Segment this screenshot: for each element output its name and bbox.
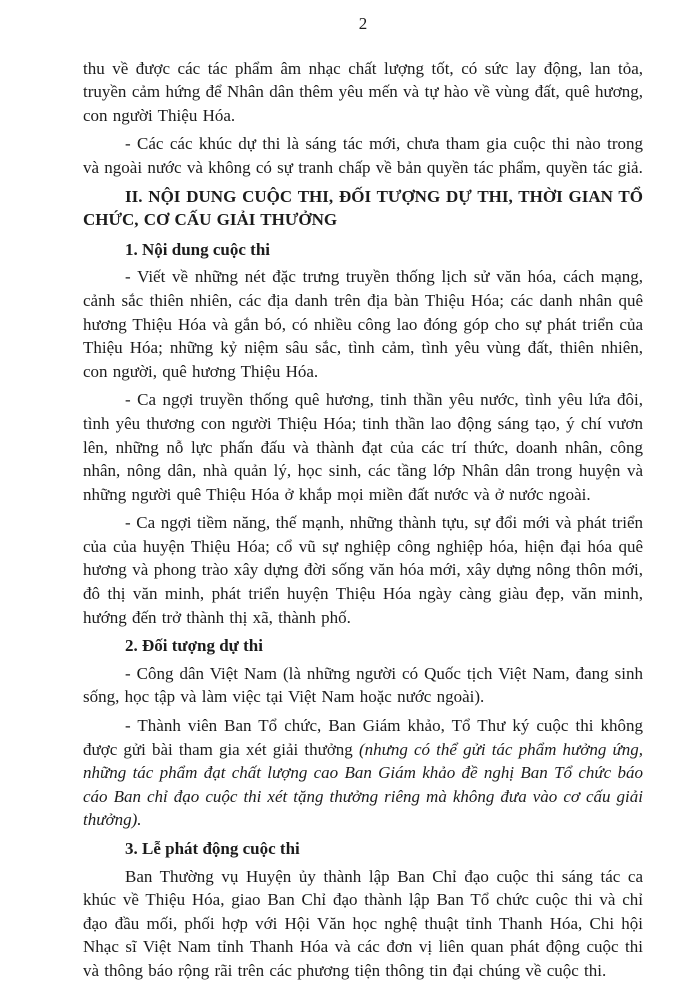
- paragraph-eligibility-organizers: [83, 714, 643, 832]
- subsection-heading-2: 2. Đối tượng dự thi: [125, 636, 263, 656]
- paragraph-italic-note: (nhưng có thể gửi tác phẩm hưởng ứng, những tác phẩm đạt chất lượng cao Ban Giám khảo đề nghị Ban Tổ chức báo cáo Ban chỉ đạo cuộc thi xét tặng thưởng riêng mà không đưa vào cơ cấu giải thưởng).: [83, 739, 643, 830]
- paragraph-eligibility-citizens: - Công dân Việt Nam (là những người có Quốc tịch Việt Nam, đang sinh sống, học tập và làm việc tại Việt Nam hoặc nước ngoài).: [83, 663, 643, 707]
- paragraph-content-praise-people: - Ca ngợi truyền thống quê hương, tinh thần yêu nước, tình yêu lứa đôi, tình yêu thương con người Thiệu Hóa; tinh thần lao động sáng tạo, ý chí vươn lên, những nỗ lực phấn đấu và thành đạt của các trí thức, doanh nhân, công nhân, nông dân, nhà quản lý, học sinh, các tầng lớp Nhân dân trong huyện và những người quê Thiệu Hóa ở khắp mọi miền đất nước và ở nước ngoài.: [83, 390, 643, 504]
- paragraph-launch-ceremony: Ban Thường vụ Huyện ủy thành lập Ban Chỉ đạo cuộc thi sáng tác ca khúc về Thiệu Hóa, giao Ban Chỉ đạo thành lập Ban Tổ chức cuộc thi và chỉ đạo đầu mối, phối hợp với Hội Văn học nghệ thuật tỉnh Thanh Hóa, Chi hội Nhạc sĩ Việt Nam tỉnh Thanh Hóa và các đơn vị liên quan phát động cuộc thi và thông báo rộng rãi trên các phương tiện thông tin đại chúng về cuộc thi.: [83, 866, 643, 980]
- paragraph-content-traditions: - Viết về những nét đặc trưng truyền thống lịch sử văn hóa, cách mạng, cảnh sắc thiên nhiên, các địa danh trên địa bàn Thiệu Hóa; các danh nhân quê hương Thiệu Hóa và gắn bó, có nhiều công lao đóng góp cho sự phát triển của Thiệu Hóa; những kỷ niệm sâu sắc, tình cảm, tình yêu vùng đất, thiên nhiên, con người, quê hương Thiệu Hóa.: [83, 267, 643, 381]
- paragraph-regular-text: - Thành viên Ban Tổ chức, Ban Giám khảo, Tổ Thư ký cuộc thi không được gửi bài tham gia xét giải thưởng: [83, 716, 643, 759]
- section-heading-ii: II. NỘI DUNG CUỘC THI, ĐỐI TƯỢNG DỰ THI, THỜI GIAN TỔ CHỨC, CƠ CẤU GIẢI THƯỞNG: [83, 186, 643, 230]
- paragraph-entry-rules: - Các các khúc dự thi là sáng tác mới, chưa tham gia cuộc thi nào trong và ngoài nước và không có sự tranh chấp về bản quyền tác phẩm, quyền tác giả.: [83, 134, 643, 177]
- page-number: 2: [358, 14, 368, 33]
- subsection-heading-1: 1. Nội dung cuộc thi: [125, 239, 270, 259]
- paragraph-content-praise-development: - Ca ngợi tiềm năng, thế mạnh, những thành tựu, sự đổi mới và phát triển của của huyện Thiệu Hóa; cổ vũ sự nghiệp công nghiệp hóa, hiện đại hóa quê hương và phong trào xây dựng đời sống văn hóa mới, xây dựng nông thôn mới, đô thị văn minh, phát triển huyện Thiệu Hóa ngày càng giàu đẹp, văn minh, hướng đến trở thành thị xã, thành phố.: [83, 513, 643, 627]
- paragraph-continuation: thu về được các tác phẩm âm nhạc chất lượng tốt, có sức lay động, lan tỏa, truyền cảm hứng để Nhân dân thêm yêu mến và tự hào về vùng đất, quê hương, con người Thiệu Hóa.: [83, 58, 643, 125]
- subsection-heading-3: 3. Lễ phát động cuộc thi: [125, 839, 300, 858]
